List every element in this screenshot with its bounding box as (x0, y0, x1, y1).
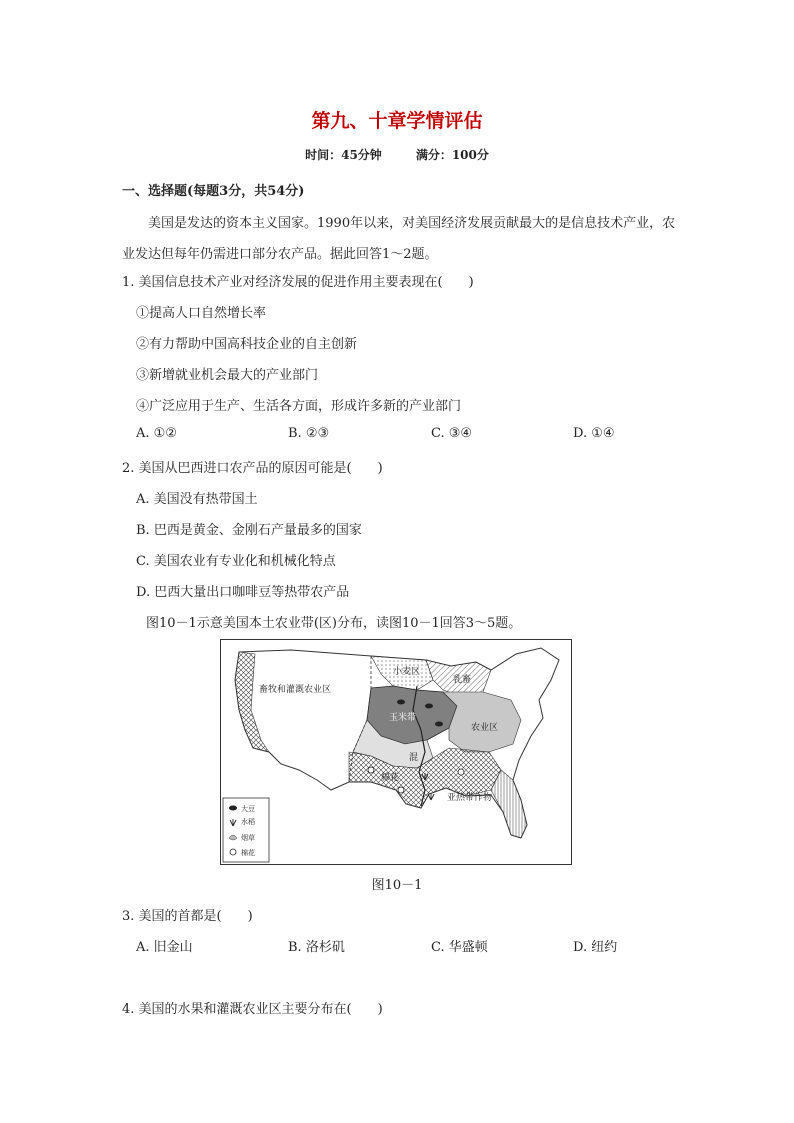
soybean-symbol (425, 704, 433, 709)
label-mixed-farming: 农业区 (471, 723, 499, 733)
question-2-stem: 2. 美国从巴西进口农产品的原因可能是( ) (122, 461, 383, 476)
us-agriculture-map (220, 639, 572, 865)
legend-cotton-icon (230, 849, 236, 855)
intro-paragraph: 美国是发达的资本主义国家。1990年以来，对美国经济发展贡献最大的是信息技术产业，农业发达但每年仍需进口部分农产品。据此回答1～2题。 (122, 216, 676, 262)
label-dairy: 乳畜 (453, 675, 472, 685)
question-1-option-b: B. ②③ (288, 426, 330, 441)
question-3-option-b: B. 洛杉矶 (288, 940, 345, 955)
question-2-option-a: A. 美国没有热带国土 (136, 492, 258, 507)
question-1-option-d: D. ①④ (573, 426, 615, 441)
question-1-item-2: ②有力帮助中国高科技企业的自主创新 (136, 337, 358, 352)
question-2-option-c: C. 美国农业有专业化和机械化特点 (136, 554, 336, 569)
time-limit: 时间：45分钟 (305, 148, 382, 162)
cotton-symbol (368, 767, 374, 773)
question-1-item-1: ①提高人口自然增长率 (136, 306, 267, 321)
cotton-symbol (458, 769, 464, 775)
cotton-symbol (398, 787, 404, 793)
map-svg (221, 640, 571, 864)
label-corn: 玉米带 (389, 713, 417, 723)
question-1-stem: 1. 美国信息技术产业对经济发展的促进作用主要表现在( ) (122, 275, 474, 290)
figure-intro: 图10－1示意美国本土农业带(区)分布，读图10－1回答3～5题。 (146, 616, 522, 631)
page-title: 第九、十章学情评估 (311, 110, 483, 132)
subtropical-zone (491, 770, 527, 838)
question-3-option-c: C. 华盛顿 (431, 940, 488, 955)
question-3-stem: 3. 美国的首都是( ) (122, 909, 253, 924)
soybean-symbol (435, 722, 443, 727)
figure-caption: 图10－1 (371, 878, 423, 893)
question-1-option-c: C. ③④ (431, 426, 473, 441)
question-1-item-3: ③新增就业机会最大的产业部门 (136, 368, 319, 383)
legend-tobacco: 烟草 (241, 834, 255, 842)
legend-soybean-icon (229, 806, 237, 811)
label-subtropical: 亚热带作物 (447, 793, 493, 803)
question-2-option-d: D. 巴西大量出口咖啡豆等热带农产品 (136, 585, 350, 600)
soybean-symbol (397, 700, 405, 705)
question-4-stem: 4. 美国的水果和灌溉农业区主要分布在( ) (122, 1002, 383, 1017)
label-wheat: 小麦区 (393, 667, 421, 677)
label-ranching: 畜牧和灌溉农业区 (259, 685, 332, 695)
label-cotton: 棉花 (381, 773, 400, 783)
mixed-farming-zone (443, 692, 521, 752)
legend-soybean: 大豆 (241, 805, 255, 813)
legend-cotton: 棉花 (241, 849, 255, 857)
question-3-option-d: D. 纽约 (573, 940, 618, 955)
label-mixed: 混 (409, 753, 419, 763)
exam-info (0, 146, 794, 163)
question-1-option-a: A. ①② (136, 426, 177, 441)
question-2-option-b: B. 巴西是黄金、金刚石产量最多的国家 (136, 523, 362, 538)
legend-rice: 水稻 (241, 818, 255, 826)
question-3-option-a: A. 旧金山 (136, 940, 193, 955)
section-heading: 一、选择题(每题3分，共54分) (122, 184, 305, 199)
full-score: 满分：100分 (415, 148, 489, 162)
question-1-item-4: ④广泛应用于生产、生活各方面，形成许多新的产业部门 (136, 399, 462, 414)
